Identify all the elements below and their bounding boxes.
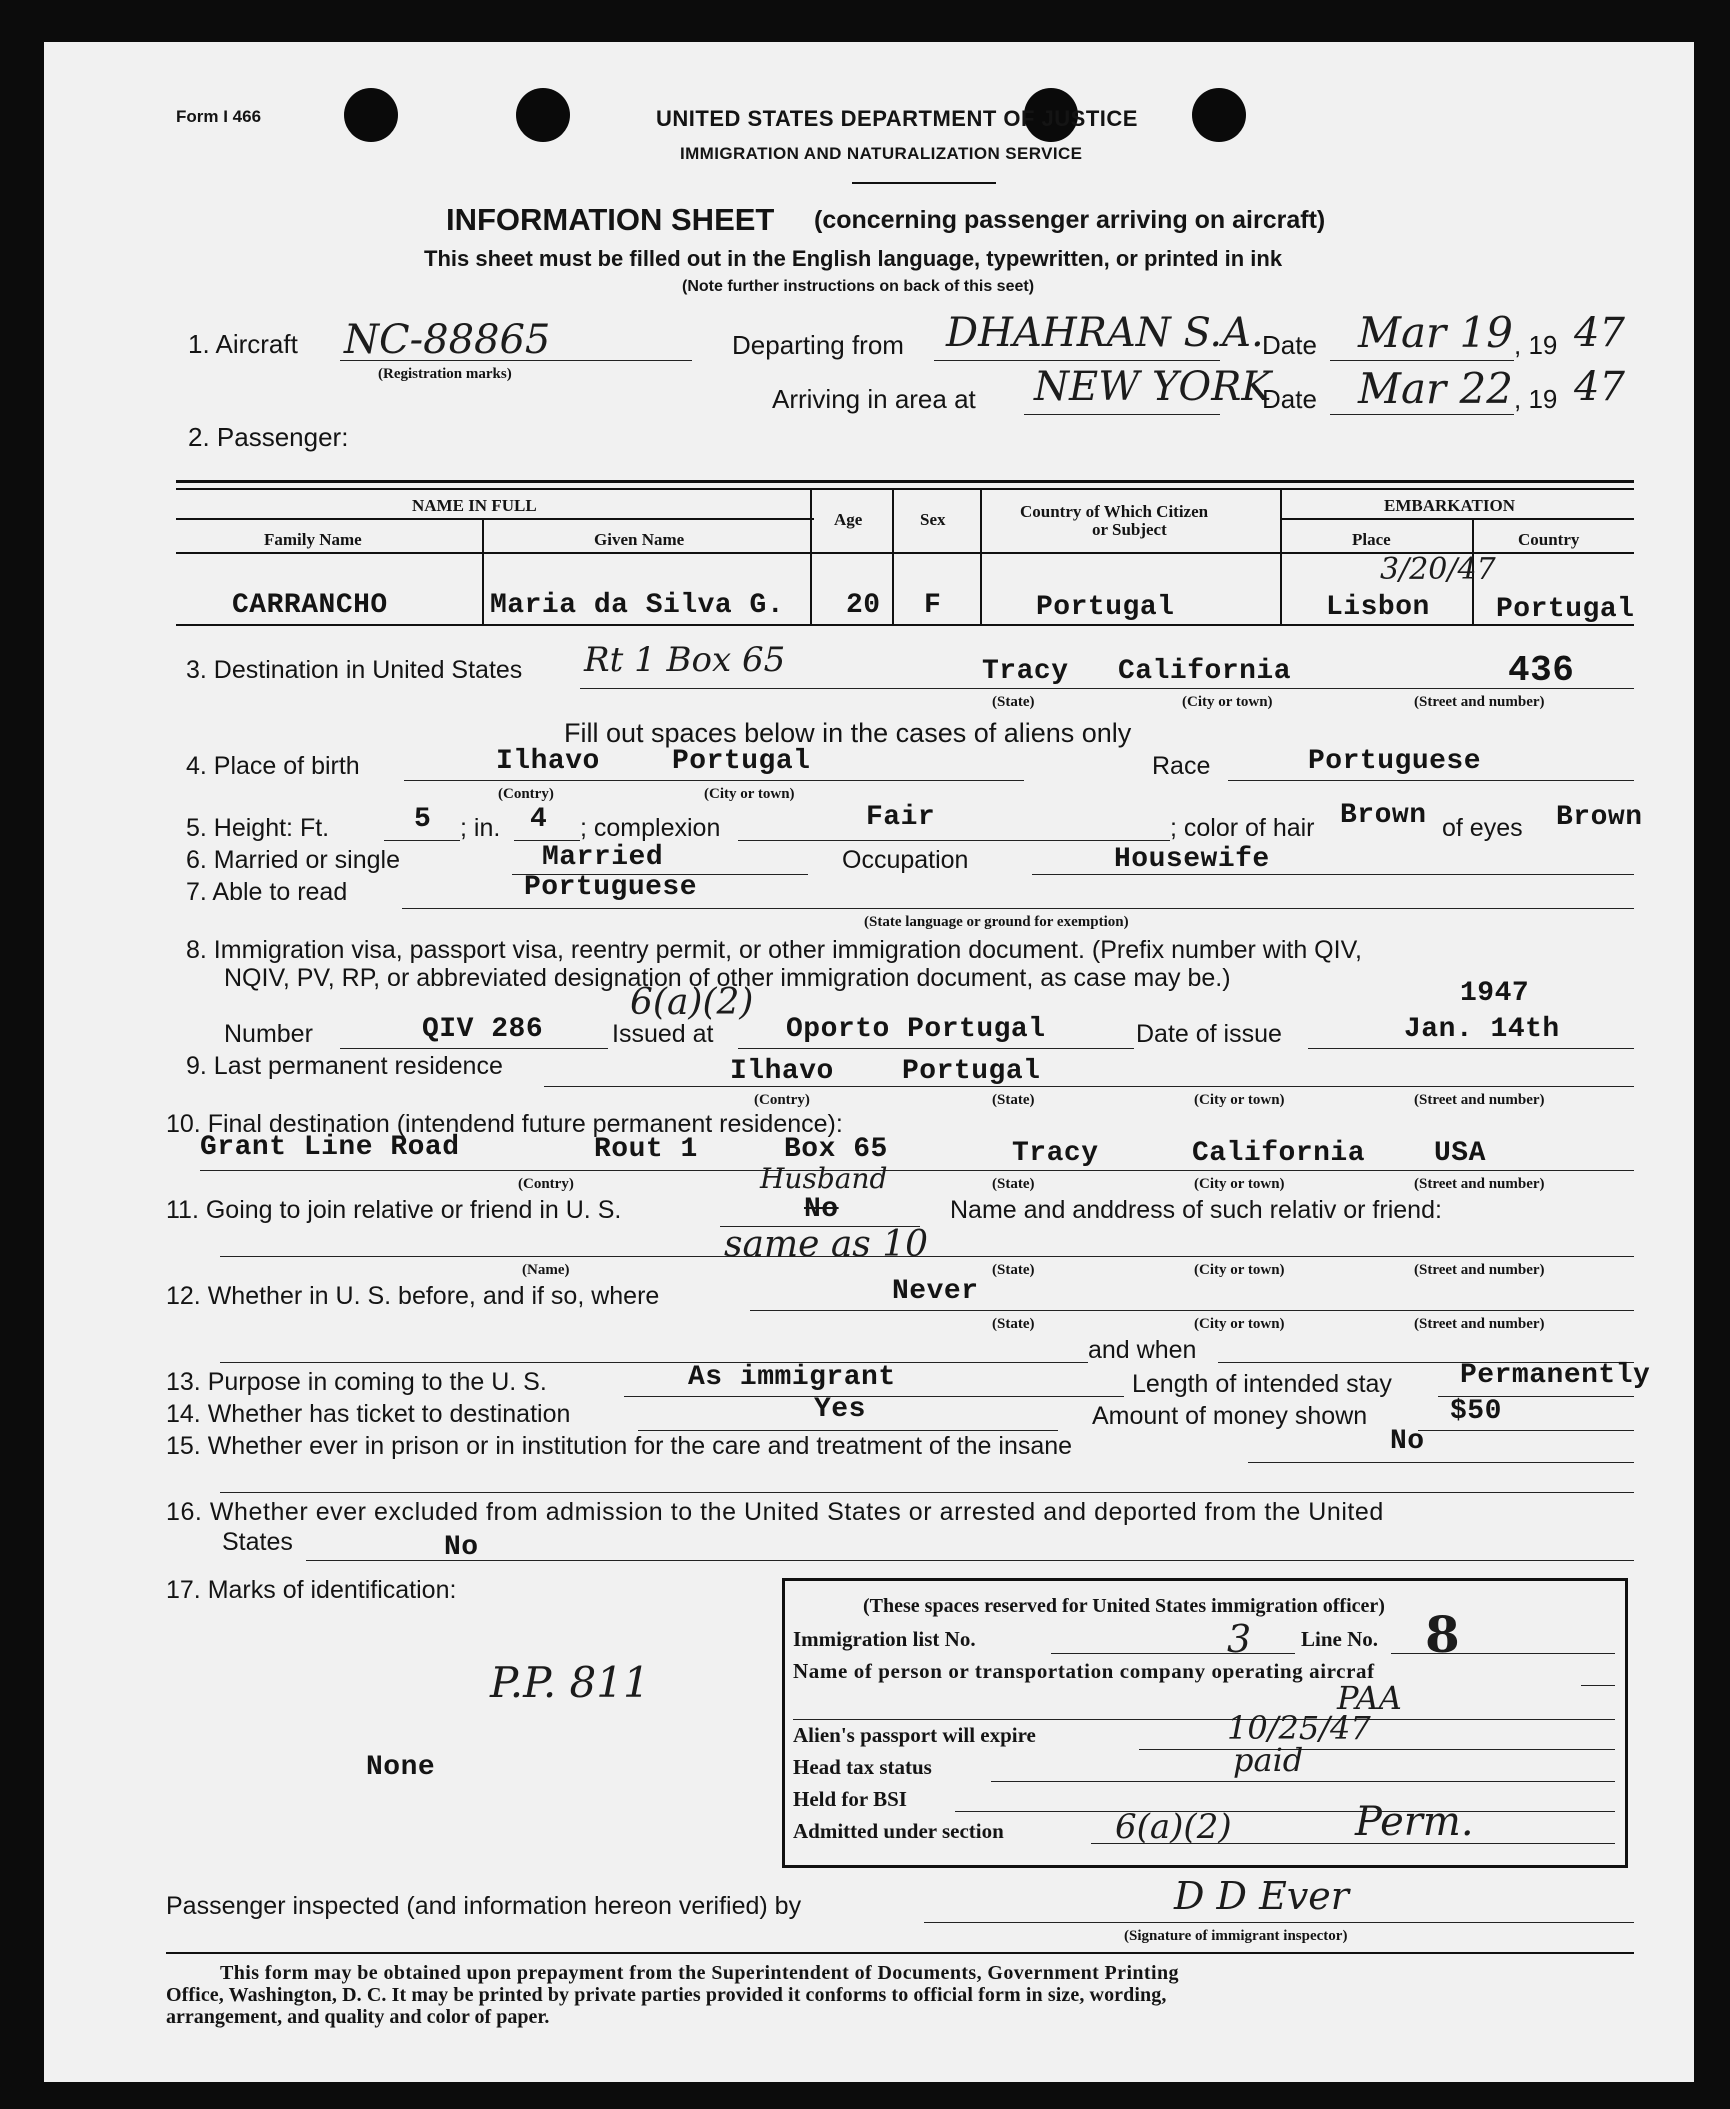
issued-line	[738, 1048, 1134, 1049]
depart-date-label: Date	[1262, 330, 1317, 360]
age-header: Age	[834, 510, 863, 529]
eyes-value: Brown	[1556, 802, 1643, 833]
table-bottom-rule	[176, 624, 1634, 626]
list-label: Immigration list No.	[793, 1627, 976, 1651]
headtax-value: paid	[1233, 1741, 1304, 1779]
join-same-as: same as 10	[724, 1224, 929, 1265]
country-header: Country of Which Citizen	[1020, 502, 1209, 521]
visa-year: 1947	[1460, 978, 1530, 1009]
join-address-line	[220, 1256, 1634, 1257]
purpose-label: 13. Purpose in coming to the U. S.	[166, 1368, 547, 1396]
residence-label: 9. Last permanent residence	[186, 1052, 503, 1080]
emb-country-header: Country	[1518, 530, 1580, 549]
prison-value: No	[1390, 1426, 1425, 1457]
height-ft-line	[384, 840, 460, 841]
join-typed: No	[804, 1194, 839, 1225]
arriving-line	[1024, 414, 1220, 415]
destination-city-note: (City or town)	[1182, 694, 1273, 710]
arriving-value: NEW YORK	[1034, 364, 1272, 410]
money-value: $50	[1450, 1396, 1502, 1427]
section-label: Admitted under section	[793, 1819, 1004, 1843]
line-label: Line No.	[1301, 1627, 1379, 1651]
aliens-note: Fill out spaces below in the cases of aliens only	[564, 718, 1132, 748]
arrive-date-line	[1330, 414, 1514, 415]
residence-line	[544, 1086, 1634, 1087]
height-in-line	[514, 840, 580, 841]
issued-place: Oporto Portugal	[786, 1014, 1046, 1045]
depart-year-prefix: , 19	[1514, 330, 1558, 360]
final-state: California	[1192, 1138, 1366, 1169]
complexion-line	[738, 840, 1170, 841]
form-page	[44, 42, 1694, 2082]
race-line	[1228, 780, 1634, 781]
final-line	[200, 1170, 1634, 1171]
ticket-label: 14. Whether has ticket to destination	[166, 1400, 571, 1428]
residence-city: Ilhavo	[730, 1056, 834, 1087]
officer-box-title: (These spaces reserved for United States immigration officer)	[863, 1595, 1385, 1617]
final-street-note: (Street and number)	[1414, 1176, 1545, 1192]
section-value: 6(a)(2)	[1115, 1807, 1232, 1847]
given-name-header: Given Name	[594, 530, 685, 549]
operator-label: Name of person or transportation company operating aircraf	[793, 1659, 1375, 1683]
destination-label: 3. Destination in United States	[186, 656, 523, 684]
visa-label: 8. Immigration visa, passport visa, reentry permit, or other immigration document. (Prefix number with QIV,	[186, 936, 1362, 964]
birth-label: 4. Place of birth	[186, 752, 360, 780]
prison-label: 15. Whether ever in prison or in institution for the care and treatment of the insane	[166, 1432, 1073, 1460]
punch-hole	[516, 88, 570, 142]
col-divider	[482, 518, 484, 624]
destination-line	[580, 688, 1634, 689]
join-handwritten: Husband	[760, 1162, 888, 1195]
footer-rule	[166, 1952, 1634, 1954]
join-label: 11. Going to join relative or friend in U. S.	[166, 1196, 622, 1224]
citizen-cell: Portugal	[1036, 592, 1175, 623]
aircraft-line	[340, 360, 692, 361]
married-label: 6. Married or single	[186, 846, 400, 874]
before-value: Never	[892, 1276, 979, 1307]
stay-label: Length of intended stay	[1132, 1370, 1392, 1398]
aircraft-value: NC-88865	[344, 317, 551, 363]
occupation-value: Housewife	[1114, 844, 1270, 875]
height-ft: 5	[414, 804, 432, 835]
emb-country-cell: Portugal	[1496, 594, 1635, 625]
page-title: INFORMATION SHEET	[446, 202, 775, 237]
department-name: UNITED STATES DEPARTMENT OF JUSTICE	[656, 106, 1138, 131]
height-in: 4	[530, 804, 548, 835]
final-destination-label: 10. Final destination (intendend future permanent residence):	[166, 1110, 843, 1138]
destination-state: California	[1118, 656, 1292, 687]
arrive-year-prefix: , 19	[1514, 384, 1558, 414]
final-state-note: (State)	[992, 1176, 1035, 1192]
sex-cell: F	[924, 590, 942, 621]
ticket-value: Yes	[814, 1394, 866, 1425]
read-label: 7. Able to read	[186, 878, 348, 906]
final-city: Tracy	[1012, 1138, 1099, 1169]
birth-city: Ilhavo	[496, 746, 600, 777]
final-road: Grant Line Road	[200, 1132, 460, 1163]
issue-date: Jan. 14th	[1404, 1014, 1560, 1045]
passport-label: Alien's passport will expire	[793, 1723, 1036, 1747]
residence-street-note: (Street and number)	[1414, 1092, 1545, 1108]
destination-city: Tracy	[982, 656, 1069, 687]
read-line	[402, 908, 1634, 909]
section-extra: Perm.	[1355, 1799, 1474, 1845]
eyes-label: of eyes	[1442, 814, 1523, 842]
hair-label: ; color of hair	[1170, 814, 1315, 842]
headtax-label: Head tax status	[793, 1755, 932, 1779]
final-route: Rout 1	[594, 1134, 698, 1165]
purpose-line	[624, 1396, 1124, 1397]
issue-date-label: Date of issue	[1136, 1020, 1282, 1048]
money-label: Amount of money shown	[1092, 1402, 1368, 1430]
stay-value: Permanently	[1460, 1360, 1651, 1391]
name-in-full-header: NAME IN FULL	[412, 496, 537, 515]
marks-label: 17. Marks of identification:	[166, 1576, 457, 1604]
prison-line-2	[220, 1492, 1634, 1493]
join-state-note: (State)	[992, 1262, 1035, 1278]
footer-line-3: arrangement, and quality and color of paper.	[166, 2006, 550, 2028]
join-street-note: (Street and number)	[1414, 1262, 1545, 1278]
birth-contry-note: (Contry)	[498, 786, 554, 802]
list-value: 3	[1227, 1617, 1252, 1661]
visa-handwritten: 6(a)(2)	[630, 982, 754, 1023]
instruction-line: This sheet must be filled out in the English language, typewritten, or printed in ink	[424, 246, 1283, 271]
before-line-2	[220, 1362, 1088, 1363]
emb-place-cell: Lisbon	[1326, 592, 1430, 623]
residence-state-note: (State)	[992, 1092, 1035, 1108]
destination-state-note: (State)	[992, 694, 1035, 710]
footer-line-1: This form may be obtained upon prepayment from the Superintendent of Documents, Government Printing	[220, 1962, 1179, 1984]
complexion-label: ; complexion	[580, 814, 721, 842]
bsi-line	[955, 1811, 1615, 1812]
line-value: 8	[1425, 1605, 1460, 1664]
col-divider	[980, 490, 982, 624]
race-label: Race	[1152, 752, 1211, 780]
departing-value: DHAHRAN S.A.	[946, 310, 1264, 356]
departing-label: Departing from	[732, 330, 904, 360]
depart-date-line	[1330, 360, 1514, 361]
list-line	[1051, 1653, 1295, 1654]
final-country: USA	[1434, 1138, 1486, 1169]
read-note: (State language or ground for exemption)	[864, 914, 1129, 930]
family-name-cell: CARRANCHO	[232, 590, 388, 621]
residence-city-note: (City or town)	[1194, 1092, 1285, 1108]
before-line	[750, 1310, 1634, 1311]
name-header-rule	[176, 518, 814, 520]
family-name-header: Family Name	[264, 530, 362, 549]
excluded-label: 16. Whether ever excluded from admission to the United States or arrested and deported from the United	[166, 1498, 1384, 1526]
final-contry-note: (Contry)	[518, 1176, 574, 1192]
col-divider	[892, 490, 894, 624]
excluded-value: No	[444, 1532, 479, 1563]
final-box: Box 65	[784, 1134, 888, 1165]
height-in-label: ; in.	[460, 814, 501, 842]
marks-value: None	[366, 1752, 436, 1783]
emb-date-cell: 3/20/47	[1380, 552, 1496, 587]
before-label: 12. Whether in U. S. before, and if so, where	[166, 1282, 660, 1310]
money-line	[1418, 1430, 1634, 1431]
headtax-line	[991, 1781, 1615, 1782]
operator-line	[793, 1719, 1615, 1720]
birth-line	[404, 780, 1024, 781]
residence-country: Portugal	[902, 1056, 1041, 1087]
before-city-note: (City or town)	[1194, 1316, 1285, 1332]
operator-line-end	[1581, 1685, 1615, 1686]
depart-year: 47	[1574, 310, 1625, 356]
destination-number: 436	[1508, 650, 1575, 691]
footer-line-2: Office, Washington, D. C. It may be printed by private parties provided it conforms to official form in size, wording,	[166, 1984, 1167, 2006]
departing-line	[934, 360, 1220, 361]
residence-contry-note: (Contry)	[754, 1092, 810, 1108]
aircraft-label: 1. Aircraft	[188, 329, 298, 359]
given-name-cell: Maria da Silva G.	[490, 590, 785, 621]
arriving-label: Arriving in area at	[772, 384, 976, 414]
col-divider	[1280, 490, 1282, 624]
passport-line	[1139, 1749, 1615, 1750]
before-street-note: (Street and number)	[1414, 1316, 1545, 1332]
operator-value: PAA	[1337, 1679, 1402, 1717]
ticket-line	[638, 1430, 1058, 1431]
inspection-label: Passenger inspected (and information hereon verified) by	[166, 1892, 802, 1920]
purpose-value: As immigrant	[688, 1362, 896, 1393]
embarkation-header-rule	[1280, 518, 1634, 520]
read-value: Portuguese	[524, 872, 698, 903]
complexion-value: Fair	[866, 802, 936, 833]
join-city-note: (City or town)	[1194, 1262, 1285, 1278]
birth-country: Portugal	[672, 746, 811, 777]
section-line	[1091, 1843, 1615, 1844]
visa-number: QIV 286	[422, 1014, 544, 1045]
before-state-note: (State)	[992, 1316, 1035, 1332]
header-divider	[852, 182, 996, 184]
service-name: IMMIGRATION AND NATURALIZATION SERVICE	[680, 144, 1083, 163]
join-name-label: Name and anddress of such relativ or friend:	[950, 1196, 1442, 1224]
arrive-date: Mar 22	[1358, 364, 1513, 413]
and-when-label: and when	[1088, 1336, 1197, 1364]
arrive-year: 47	[1574, 364, 1625, 410]
destination-handwritten: Rt 1 Box 65	[584, 640, 786, 680]
place-header: Place	[1352, 530, 1391, 549]
inspector-signature: D D Ever	[1174, 1874, 1349, 1918]
height-label: 5. Height: Ft.	[186, 814, 330, 842]
final-city-note: (City or town)	[1194, 1176, 1285, 1192]
marks-handwritten: P.P. 811	[490, 1658, 650, 1707]
table-top-rule-2	[176, 488, 1634, 490]
sex-header: Sex	[920, 510, 946, 529]
prison-line	[1248, 1462, 1634, 1463]
issued-label: Issued at	[612, 1020, 714, 1048]
visa-label-2: NQIV, PV, RP, or abbreviated designation of other immigration document, as case may be.)	[224, 964, 1231, 992]
excluded-line	[306, 1560, 1634, 1561]
married-value: Married	[542, 842, 664, 873]
destination-street-note: (Street and number)	[1414, 694, 1545, 710]
signature-note: (Signature of immigrant inspector)	[1124, 1928, 1348, 1944]
bsi-label: Held for BSI	[793, 1787, 907, 1811]
issue-date-line	[1308, 1048, 1634, 1049]
passenger-label: 2. Passenger:	[188, 422, 349, 452]
arrive-date-label: Date	[1262, 384, 1317, 414]
signature-line	[924, 1922, 1634, 1923]
punch-hole	[344, 88, 398, 142]
occupation-line	[1032, 874, 1634, 875]
age-cell: 20	[846, 590, 881, 621]
depart-date: Mar 19	[1358, 308, 1513, 357]
officer-box	[782, 1578, 1628, 1868]
visa-number-label: Number	[224, 1020, 313, 1048]
hair-value: Brown	[1340, 800, 1427, 831]
race-value: Portuguese	[1308, 746, 1482, 777]
form-number: Form I 466	[176, 107, 262, 126]
passport-value: 10/25/47	[1227, 1709, 1371, 1747]
registration-note: (Registration marks)	[378, 366, 512, 382]
punch-hole	[1192, 88, 1246, 142]
join-name-note: (Name)	[522, 1262, 570, 1278]
table-top-rule	[176, 480, 1634, 483]
instruction-note: (Note further instructions on back of this seet)	[682, 278, 1035, 295]
excluded-label-2: States	[222, 1528, 293, 1556]
country-header-2: or Subject	[1092, 520, 1167, 539]
visa-number-line	[340, 1048, 608, 1049]
embarkation-header: EMBARKATION	[1384, 496, 1515, 515]
birth-city-note: (City or town)	[704, 786, 795, 802]
col-divider	[810, 490, 812, 624]
page-subtitle: (concerning passenger arriving on aircraft)	[814, 206, 1326, 234]
occupation-label: Occupation	[842, 846, 969, 874]
